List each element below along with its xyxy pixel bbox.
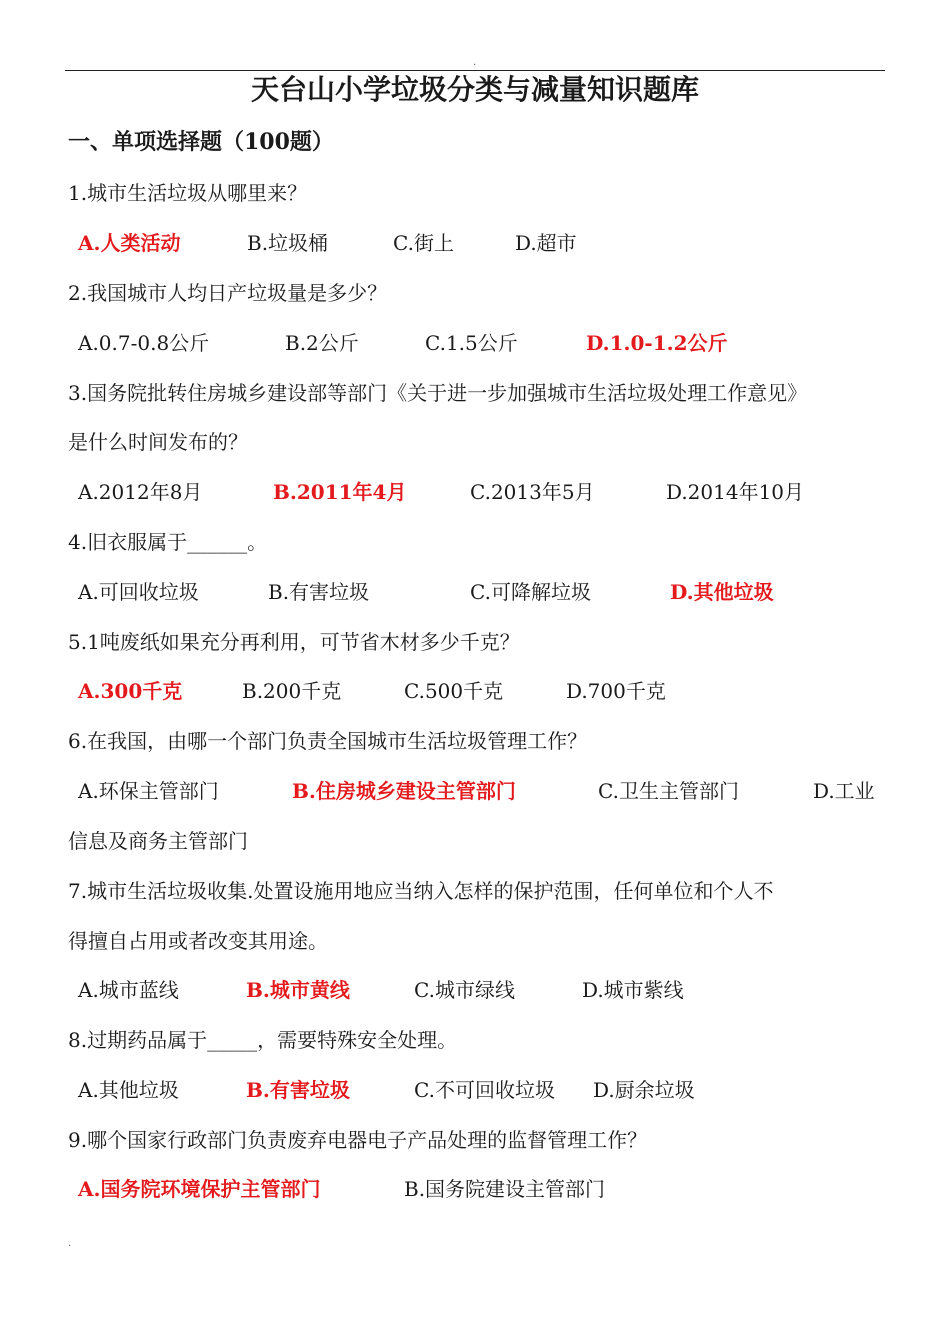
- option-4b: B.有害垃圾: [268, 580, 370, 604]
- option-6d-continuation: 信息及商务主管部门: [68, 829, 248, 853]
- option-4a: A.可回收垃圾: [78, 580, 199, 604]
- option-7d: D.城市紫线: [582, 978, 684, 1002]
- question-4: 4.旧衣服属于______。: [68, 530, 268, 554]
- header-dot: .: [473, 57, 477, 68]
- option-7b: B.城市黄线: [246, 978, 350, 1002]
- option-1c: C.街上: [393, 231, 454, 255]
- option-6d: D.工业: [813, 779, 875, 803]
- option-7c: C.城市绿线: [414, 978, 515, 1002]
- section-heading: 一、单项选择题（100题）: [68, 129, 334, 155]
- option-6c: C.卫生主管部门: [598, 779, 739, 803]
- document-title: 天台山小学垃圾分类与减量知识题库: [250, 73, 699, 106]
- question-7-line-1: 7.城市生活垃圾收集.处置设施用地应当纳入怎样的保护范围，任何单位和个人不: [68, 879, 774, 903]
- option-4c: C.可降解垃圾: [470, 580, 591, 604]
- option-5d: D.700千克: [566, 679, 666, 703]
- option-6b: B.住房城乡建设主管部门: [292, 779, 516, 803]
- option-1b: B.垃圾桶: [247, 231, 329, 255]
- option-8a: A.其他垃圾: [78, 1078, 179, 1102]
- option-1d: D.超市: [515, 231, 577, 255]
- question-9: 9.哪个国家行政部门负责废弃电器电子产品处理的监督管理工作？: [68, 1128, 648, 1152]
- option-8c: C.不可回收垃圾: [414, 1078, 555, 1102]
- option-9b: B.国务院建设主管部门: [404, 1177, 606, 1201]
- footer-dot: .: [68, 1238, 72, 1249]
- option-2d: D.1.0-1.2公斤: [586, 331, 728, 355]
- option-3c: C.2013年5月: [470, 480, 595, 504]
- option-8b: B.有害垃圾: [246, 1078, 350, 1102]
- question-6: 6.在我国，由哪一个部门负责全国城市生活垃圾管理工作？: [68, 729, 588, 753]
- option-3d: D.2014年10月: [666, 480, 805, 504]
- option-5c: C.500千克: [404, 679, 504, 703]
- question-7-line-2: 得擅自占用或者改变其用途。: [68, 929, 328, 953]
- option-3b: B.2011年4月: [273, 480, 407, 504]
- question-3-line-1: 3.国务院批转住房城乡建设部等部门《关于进一步加强城市生活垃圾处理工作意见》: [68, 381, 808, 405]
- option-9a: A.国务院环境保护主管部门: [78, 1177, 321, 1201]
- option-3a: A.2012年8月: [78, 480, 203, 504]
- question-2: 2.我国城市人均日产垃圾量是多少？: [68, 281, 388, 305]
- option-4d: D.其他垃圾: [670, 580, 774, 604]
- option-6a: A.环保主管部门: [78, 779, 219, 803]
- question-3-line-2: 是什么时间发布的？: [68, 430, 248, 454]
- option-1a: A.人类活动: [78, 231, 181, 255]
- option-5a: A.300千克: [78, 679, 183, 703]
- option-8d: D.厨余垃圾: [593, 1078, 695, 1102]
- option-2c: C.1.5公斤: [425, 331, 518, 355]
- option-5b: B.200千克: [242, 679, 342, 703]
- option-2b: B.2公斤: [285, 331, 359, 355]
- question-8: 8.过期药品属于_____，需要特殊安全处理。: [68, 1028, 458, 1052]
- question-1: 1.城市生活垃圾从哪里来？: [68, 181, 308, 205]
- option-7a: A.城市蓝线: [78, 978, 179, 1002]
- question-5: 5.1吨废纸如果充分再利用，可节省木材多少千克？: [68, 630, 520, 654]
- option-2a: A.0.7-0.8公斤: [78, 331, 210, 355]
